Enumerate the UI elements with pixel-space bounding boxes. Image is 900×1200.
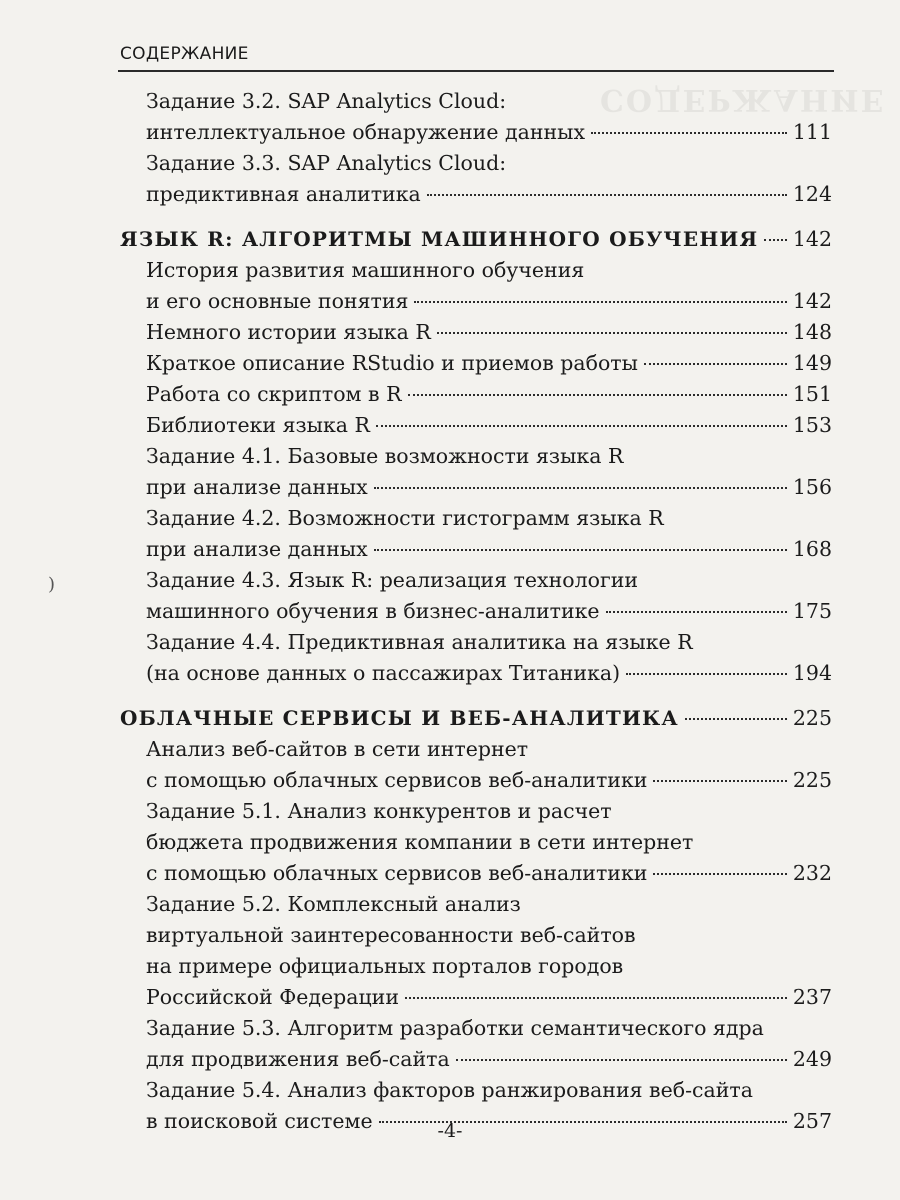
toc-entry-line: Задание 5.3. Алгоритм разработки семантического ядра (146, 1016, 764, 1040)
toc-entry-task-4-3[interactable] (120, 565, 832, 627)
toc-entry-line: виртуальной заинтересованности веб-сайтов (146, 923, 636, 947)
toc-entry-title: при анализе данных (146, 537, 368, 561)
dot-leader (644, 363, 787, 365)
dot-leader (653, 780, 786, 782)
toc-entry-line: бюджета продвижения компании в сети интернет (146, 830, 694, 854)
toc-entry-task-5-1[interactable] (120, 796, 832, 889)
toc-entry-title: в поисковой системе (146, 1109, 373, 1133)
page-number: 168 (792, 537, 832, 561)
dot-leader (374, 487, 787, 489)
page-number: 153 (792, 413, 832, 437)
toc-entry-line: Задание 4.4. Предиктивная аналитика на языке R (146, 630, 693, 654)
page-number: 194 (792, 661, 832, 685)
toc-entry-title: Библиотеки языка R (146, 413, 370, 437)
dot-leader (591, 132, 787, 134)
toc-entry-line: на примере официальных порталов городов (146, 954, 624, 978)
page-number: 142 (792, 289, 832, 313)
dot-leader (408, 394, 787, 396)
dot-leader (456, 1059, 787, 1061)
margin-mark: ) (48, 574, 56, 595)
toc-entry-task-4-1[interactable] (120, 441, 832, 503)
toc-entry-title: машинного обучения в бизнес-аналитике (146, 599, 600, 623)
dot-leader (626, 673, 787, 675)
toc-entry-line: Задание 4.2. Возможности гистограмм языка R (146, 506, 664, 530)
dot-leader (374, 549, 787, 551)
toc-entry-task-3-3[interactable] (120, 148, 832, 210)
page-number: 156 (792, 475, 832, 499)
toc-entry-line: Задание 3.3. SAP Analytics Cloud: (146, 151, 507, 175)
toc-entry-line: Анализ веб-сайтов в сети интернет (146, 737, 529, 761)
toc-entry-line: Задание 3.2. SAP Analytics Cloud: (146, 89, 507, 113)
dot-leader (606, 611, 787, 613)
page-number: 237 (792, 985, 832, 1009)
page-number: 151 (792, 382, 832, 406)
toc-entry-ml-history[interactable] (120, 255, 832, 317)
toc-entry-title: (на основе данных о пассажирах Титаника) (146, 661, 621, 685)
toc-entry-task-4-2[interactable] (120, 503, 832, 565)
dot-leader (653, 873, 786, 875)
toc-entry-task-5-2[interactable] (120, 889, 832, 1013)
toc-entry-line: История развития машинного обучения (146, 258, 585, 282)
dot-leader (764, 239, 787, 241)
toc-entry-title: Работа со скриптом в R (146, 382, 402, 406)
toc-entry-line: Задание 5.4. Анализ факторов ранжирования веб-сайта (146, 1078, 753, 1102)
toc-entry-title: для продвижения веб-сайта (146, 1047, 450, 1071)
toc-entry-r-history[interactable] (120, 317, 832, 348)
toc-entry-title: Краткое описание RStudio и приемов работы (146, 351, 638, 375)
toc-entry-title: при анализе данных (146, 475, 368, 499)
dot-leader (405, 997, 787, 999)
page-folio: -4- (437, 1120, 463, 1142)
page-number: 111 (792, 120, 832, 144)
page-number: 124 (792, 182, 832, 206)
toc-entry-title: интеллектуальное обнаружение данных (146, 120, 586, 144)
page-number: 225 (792, 768, 832, 792)
page-number: 149 (792, 351, 832, 375)
dot-leader (427, 194, 787, 196)
toc-entry-title: и его основные понятия (146, 289, 409, 313)
chapter-title: ЯЗЫК R: АЛГОРИТМЫ МАШИННОГО ОБУЧЕНИЯ (120, 227, 759, 251)
dot-leader (414, 301, 786, 303)
page-number: 142 (792, 227, 832, 251)
toc-entry-title: Российской Федерации (146, 985, 399, 1009)
toc-entry-task-3-2[interactable] (120, 86, 832, 148)
page-number: 175 (792, 599, 832, 623)
toc-entry-task-5-3[interactable] (120, 1013, 832, 1075)
header-rule (118, 70, 834, 72)
dot-leader (437, 332, 787, 334)
page-number: 257 (792, 1109, 832, 1133)
toc-entry-r-libraries[interactable] (120, 410, 832, 441)
toc-entry-task-4-4[interactable] (120, 627, 832, 689)
page-number: 148 (792, 320, 832, 344)
toc-chapter-cloud-web-analytics[interactable] (120, 703, 832, 734)
toc-entry-title: с помощью облачных сервисов веб-аналитики (146, 768, 648, 792)
toc-entry-title: предиктивная аналитика (146, 182, 421, 206)
page-number: 232 (792, 861, 832, 885)
toc-entry-r-script[interactable] (120, 379, 832, 410)
toc-entry-line: Задание 4.3. Язык R: реализация технологии (146, 568, 639, 592)
toc-entry-line: Задание 5.2. Комплексный анализ (146, 892, 521, 916)
toc-chapter-r-machine-learning[interactable] (120, 224, 832, 255)
table-of-contents (120, 86, 832, 1137)
toc-entry-line: Задание 4.1. Базовые возможности языка R (146, 444, 624, 468)
dot-leader (685, 718, 787, 720)
chapter-title: ОБЛАЧНЫЕ СЕРВИСЫ И ВЕБ-АНАЛИТИКА (120, 706, 679, 730)
toc-entry-website-analysis[interactable] (120, 734, 832, 796)
bleed-through-text: СОДЕРЖАНИЕ (600, 82, 886, 117)
toc-entry-title: с помощью облачных сервисов веб-аналитики (146, 861, 648, 885)
page-number: 225 (792, 706, 832, 730)
toc-entry-title: Немного истории языка R (146, 320, 431, 344)
page-number: 249 (792, 1047, 832, 1071)
dot-leader (376, 425, 787, 427)
toc-entry-rstudio[interactable] (120, 348, 832, 379)
running-head: СОДЕРЖАНИЕ (120, 44, 249, 64)
toc-entry-line: Задание 5.1. Анализ конкурентов и расчет (146, 799, 612, 823)
